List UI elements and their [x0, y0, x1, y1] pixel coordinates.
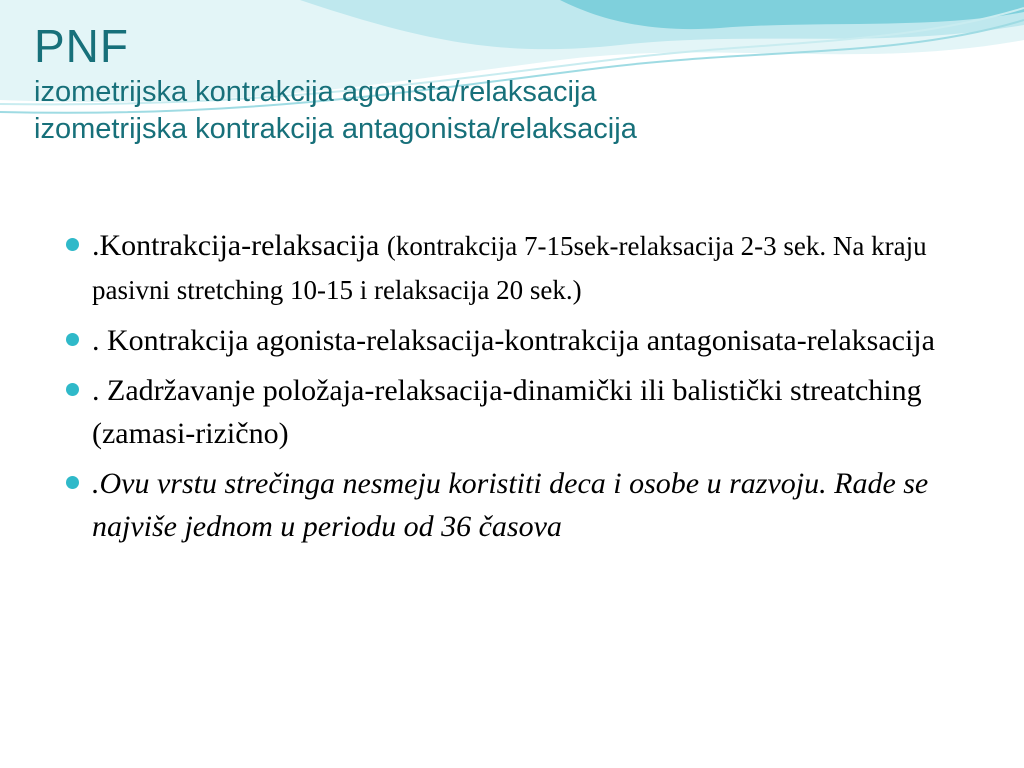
- bullet-2-text: . Kontrakcija agonista-relaksacija-kontrakcija antagonisata-relaksacija: [92, 324, 935, 357]
- bullet-dot-icon: [66, 476, 79, 489]
- bullet-item-3: [66, 369, 966, 455]
- bullet-1-lead: .Kontrakcija-relaksacija: [92, 229, 387, 262]
- subtitle-line-1: izometrijska kontrakcija agonista/relaksacija: [34, 76, 597, 108]
- bullet-4-text: .Ovu vrstu strečinga nesmeju koristiti deca i osobe u razvoju. Rade se najviše jednom u periodu od 36 časova: [92, 467, 929, 543]
- bullet-item-1: [66, 224, 966, 312]
- bullet-item-2: [66, 319, 966, 362]
- bullet-3-text: . Zadržavanje položaja-relaksacija-dinamički ili balistički streatching (zamasi-rizično): [92, 374, 922, 450]
- content-area: [66, 224, 966, 555]
- bullet-list: [66, 224, 966, 548]
- bullet-item-4: [66, 462, 966, 548]
- bullet-dot-icon: [66, 238, 79, 251]
- subtitle-line-2: izometrijska kontrakcija antagonista/relaksacija: [34, 113, 637, 145]
- bullet-1-detail: (kontrakcija 7-15sek-relaksacija 2-3 sek. Na kraju pasivni stretching 10-15 i relaksacija 20 sek.): [92, 231, 927, 305]
- title-block: [34, 18, 994, 148]
- bullet-dot-icon: [66, 333, 79, 346]
- slide-title: PNF: [34, 20, 129, 72]
- bullet-dot-icon: [66, 383, 79, 396]
